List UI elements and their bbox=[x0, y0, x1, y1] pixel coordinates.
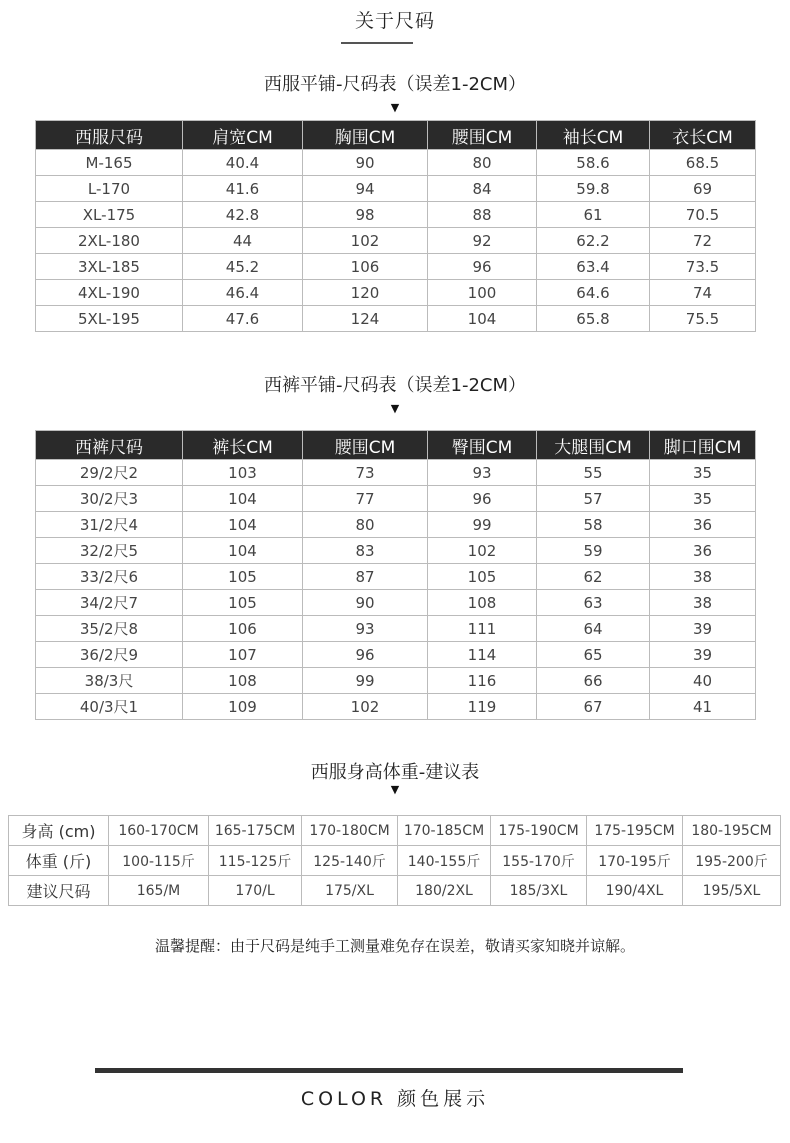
table-cell: 96 bbox=[428, 254, 537, 280]
column-header: 脚口围CM bbox=[650, 431, 756, 460]
table-row bbox=[36, 538, 756, 564]
column-header: 胸围CM bbox=[303, 121, 428, 150]
table-cell: 93 bbox=[428, 460, 537, 486]
table-cell: 170-195斤 bbox=[587, 846, 683, 876]
table-cell: 70.5 bbox=[650, 202, 756, 228]
column-header: 衣长CM bbox=[650, 121, 756, 150]
column-header: 裤长CM bbox=[183, 431, 303, 460]
table-cell: 105 bbox=[183, 590, 303, 616]
size-label-cell: 3XL-185 bbox=[36, 254, 183, 280]
table-row bbox=[9, 876, 781, 906]
table-cell: 109 bbox=[183, 694, 303, 720]
table-cell: 62.2 bbox=[537, 228, 650, 254]
color-section-heading: COLOR 颜色展示 bbox=[300, 1088, 490, 1110]
column-header: 肩宽CM bbox=[183, 121, 303, 150]
table-cell: 61 bbox=[537, 202, 650, 228]
table-cell: 64 bbox=[537, 616, 650, 642]
table-cell: 195/5XL bbox=[683, 876, 781, 906]
table-cell: 39 bbox=[650, 616, 756, 642]
table-cell: 124 bbox=[303, 306, 428, 332]
table-cell: 98 bbox=[303, 202, 428, 228]
table-cell: 104 bbox=[428, 306, 537, 332]
table-cell: 170-185CM bbox=[398, 816, 491, 846]
column-header: 臀围CM bbox=[428, 431, 537, 460]
pants-header-row bbox=[36, 431, 756, 460]
table-cell: 105 bbox=[183, 564, 303, 590]
table-cell: 75.5 bbox=[650, 306, 756, 332]
column-header: 大腿围CM bbox=[537, 431, 650, 460]
column-header: 西裤尺码 bbox=[36, 431, 183, 460]
table-cell: 63 bbox=[537, 590, 650, 616]
size-label-cell: 38/3尺 bbox=[36, 668, 183, 694]
table-row bbox=[36, 694, 756, 720]
size-label-cell: 33/2尺6 bbox=[36, 564, 183, 590]
size-label-cell: XL-175 bbox=[36, 202, 183, 228]
size-label-cell: 40/3尺1 bbox=[36, 694, 183, 720]
table-cell: 175-190CM bbox=[491, 816, 587, 846]
table-row bbox=[36, 254, 756, 280]
suit-table-title: 西服平铺-尺码表（误差1-2CM） bbox=[264, 74, 526, 95]
table-cell: 69 bbox=[650, 176, 756, 202]
size-label-cell: 29/2尺2 bbox=[36, 460, 183, 486]
table-cell: 47.6 bbox=[183, 306, 303, 332]
table-cell: 104 bbox=[183, 538, 303, 564]
table-cell: 170-180CM bbox=[302, 816, 398, 846]
table-cell: 105 bbox=[428, 564, 537, 590]
table-cell: 87 bbox=[303, 564, 428, 590]
table-cell: 115-125斤 bbox=[209, 846, 302, 876]
table-cell: 108 bbox=[428, 590, 537, 616]
table-cell: 40 bbox=[650, 668, 756, 694]
table-cell: 100-115斤 bbox=[109, 846, 209, 876]
table-cell: 62 bbox=[537, 564, 650, 590]
table-cell: 102 bbox=[303, 694, 428, 720]
table-cell: 108 bbox=[183, 668, 303, 694]
row-header-cell: 体重 (斤) bbox=[9, 846, 109, 876]
pants-table-title: 西裤平铺-尺码表（误差1-2CM） bbox=[264, 375, 526, 396]
table-cell: 180/2XL bbox=[398, 876, 491, 906]
notice-text: 温馨提醒：由于尺码是纯手工测量难免存在误差，敬请买家知晓并谅解。 bbox=[154, 937, 635, 955]
table-cell: 83 bbox=[303, 538, 428, 564]
table-cell: 180-195CM bbox=[683, 816, 781, 846]
column-header: 腰围CM bbox=[428, 121, 537, 150]
table-cell: 36 bbox=[650, 538, 756, 564]
table-cell: 44 bbox=[183, 228, 303, 254]
row-header-cell: 建议尺码 bbox=[9, 876, 109, 906]
table-cell: 58.6 bbox=[537, 150, 650, 176]
table-cell: 90 bbox=[303, 150, 428, 176]
table-cell: 55 bbox=[537, 460, 650, 486]
table-row bbox=[36, 590, 756, 616]
table-row bbox=[36, 668, 756, 694]
table-cell: 106 bbox=[303, 254, 428, 280]
table-cell: 165/M bbox=[109, 876, 209, 906]
size-label-cell: 4XL-190 bbox=[36, 280, 183, 306]
table-row bbox=[36, 486, 756, 512]
suit-size-table bbox=[35, 120, 756, 332]
table-cell: 74 bbox=[650, 280, 756, 306]
table-cell: 106 bbox=[183, 616, 303, 642]
table-cell: 93 bbox=[303, 616, 428, 642]
table-cell: 103 bbox=[183, 460, 303, 486]
table-cell: 45.2 bbox=[183, 254, 303, 280]
table-cell: 35 bbox=[650, 486, 756, 512]
size-label-cell: 34/2尺7 bbox=[36, 590, 183, 616]
table-cell: 84 bbox=[428, 176, 537, 202]
pants-size-table bbox=[35, 430, 756, 720]
table-cell: 80 bbox=[428, 150, 537, 176]
size-label-cell: 36/2尺9 bbox=[36, 642, 183, 668]
table-row bbox=[36, 176, 756, 202]
table-cell: 165-175CM bbox=[209, 816, 302, 846]
table-cell: 96 bbox=[428, 486, 537, 512]
table-cell: 64.6 bbox=[537, 280, 650, 306]
table-row bbox=[36, 202, 756, 228]
table-cell: 99 bbox=[428, 512, 537, 538]
row-header-cell: 身高 (cm) bbox=[9, 816, 109, 846]
table-cell: 99 bbox=[303, 668, 428, 694]
table-cell: 72 bbox=[650, 228, 756, 254]
table-cell: 160-170CM bbox=[109, 816, 209, 846]
table-cell: 175-195CM bbox=[587, 816, 683, 846]
table-cell: 73 bbox=[303, 460, 428, 486]
table-row bbox=[36, 512, 756, 538]
size-label-cell: 2XL-180 bbox=[36, 228, 183, 254]
table-cell: 35 bbox=[650, 460, 756, 486]
table-cell: 36 bbox=[650, 512, 756, 538]
table-cell: 59.8 bbox=[537, 176, 650, 202]
size-label-cell: 32/2尺5 bbox=[36, 538, 183, 564]
table-cell: 104 bbox=[183, 512, 303, 538]
table-cell: 39 bbox=[650, 642, 756, 668]
table-cell: 185/3XL bbox=[491, 876, 587, 906]
table-cell: 195-200斤 bbox=[683, 846, 781, 876]
table-cell: 65.8 bbox=[537, 306, 650, 332]
table-row bbox=[36, 228, 756, 254]
table-cell: 80 bbox=[303, 512, 428, 538]
table-cell: 88 bbox=[428, 202, 537, 228]
size-label-cell: 30/2尺3 bbox=[36, 486, 183, 512]
table-row bbox=[36, 280, 756, 306]
suit-header-row bbox=[36, 121, 756, 150]
size-label-cell: 35/2尺8 bbox=[36, 616, 183, 642]
table-cell: 102 bbox=[428, 538, 537, 564]
title-underline bbox=[341, 42, 413, 44]
table-row bbox=[36, 564, 756, 590]
table-row bbox=[36, 616, 756, 642]
table-cell: 96 bbox=[303, 642, 428, 668]
table-cell: 125-140斤 bbox=[302, 846, 398, 876]
table-cell: 100 bbox=[428, 280, 537, 306]
table-cell: 92 bbox=[428, 228, 537, 254]
table-row bbox=[9, 816, 781, 846]
table-cell: 41 bbox=[650, 694, 756, 720]
table-cell: 116 bbox=[428, 668, 537, 694]
table-cell: 65 bbox=[537, 642, 650, 668]
page-title: 关于尺码 bbox=[354, 10, 435, 32]
table-cell: 114 bbox=[428, 642, 537, 668]
table-cell: 41.6 bbox=[183, 176, 303, 202]
table-row bbox=[36, 642, 756, 668]
table-cell: 140-155斤 bbox=[398, 846, 491, 876]
table-cell: 46.4 bbox=[183, 280, 303, 306]
table-cell: 94 bbox=[303, 176, 428, 202]
table-row bbox=[36, 150, 756, 176]
table-cell: 40.4 bbox=[183, 150, 303, 176]
size-label-cell: L-170 bbox=[36, 176, 183, 202]
table-cell: 119 bbox=[428, 694, 537, 720]
table-cell: 66 bbox=[537, 668, 650, 694]
height-weight-table bbox=[8, 815, 781, 906]
table-cell: 58 bbox=[537, 512, 650, 538]
table-cell: 68.5 bbox=[650, 150, 756, 176]
table-cell: 38 bbox=[650, 564, 756, 590]
table-cell: 111 bbox=[428, 616, 537, 642]
pants-arrow-icon: ▼ bbox=[390, 402, 400, 415]
table-cell: 77 bbox=[303, 486, 428, 512]
column-header: 腰围CM bbox=[303, 431, 428, 460]
table-cell: 59 bbox=[537, 538, 650, 564]
footer-divider bbox=[95, 1068, 683, 1073]
size-label-cell: M-165 bbox=[36, 150, 183, 176]
table-row bbox=[9, 846, 781, 876]
column-header: 袖长CM bbox=[537, 121, 650, 150]
table-cell: 38 bbox=[650, 590, 756, 616]
size-label-cell: 5XL-195 bbox=[36, 306, 183, 332]
table-cell: 120 bbox=[303, 280, 428, 306]
table-row bbox=[36, 306, 756, 332]
recommend-table-title: 西服身高体重-建议表 bbox=[310, 762, 480, 783]
table-cell: 170/L bbox=[209, 876, 302, 906]
table-row bbox=[36, 460, 756, 486]
table-cell: 42.8 bbox=[183, 202, 303, 228]
size-label-cell: 31/2尺4 bbox=[36, 512, 183, 538]
table-cell: 57 bbox=[537, 486, 650, 512]
recommend-arrow-icon: ▼ bbox=[390, 783, 400, 796]
table-cell: 175/XL bbox=[302, 876, 398, 906]
suit-arrow-icon: ▼ bbox=[390, 101, 400, 114]
table-cell: 104 bbox=[183, 486, 303, 512]
table-cell: 73.5 bbox=[650, 254, 756, 280]
table-cell: 102 bbox=[303, 228, 428, 254]
column-header: 西服尺码 bbox=[36, 121, 183, 150]
table-cell: 63.4 bbox=[537, 254, 650, 280]
table-cell: 107 bbox=[183, 642, 303, 668]
table-cell: 155-170斤 bbox=[491, 846, 587, 876]
table-cell: 67 bbox=[537, 694, 650, 720]
table-cell: 190/4XL bbox=[587, 876, 683, 906]
table-cell: 90 bbox=[303, 590, 428, 616]
